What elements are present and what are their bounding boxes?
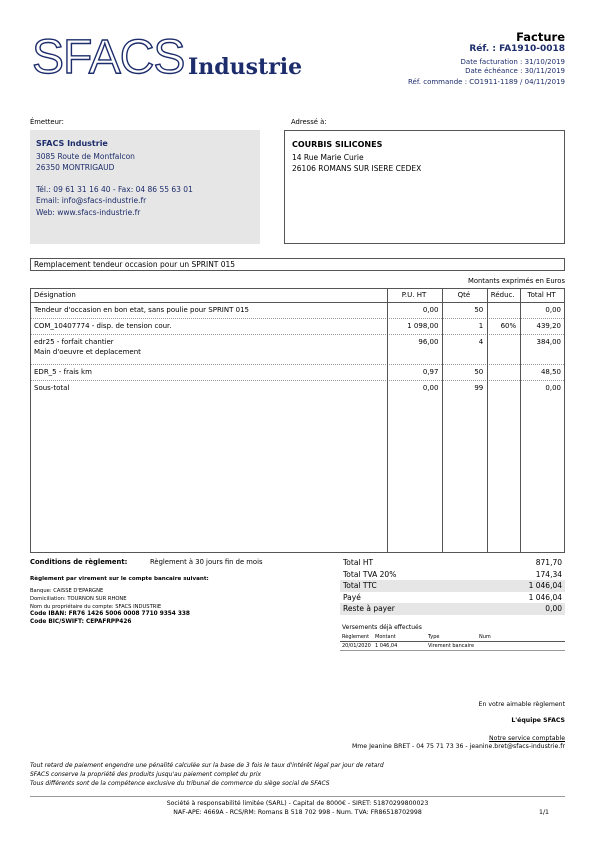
paid-row: [340, 592, 565, 604]
row-designation: [31, 303, 387, 318]
row-quantity: 4: [478, 338, 484, 346]
row-unit-price: 96,00: [418, 338, 439, 346]
row-designation: [31, 365, 387, 380]
document-type: Facture: [516, 30, 565, 44]
row-total: 48,50: [540, 368, 561, 376]
remaining-row: [340, 603, 565, 615]
paid-label: Payé: [343, 592, 361, 602]
logo-industrie: Industrie: [188, 54, 303, 80]
row-quantity: 99: [474, 384, 484, 392]
row-discount: [486, 335, 519, 364]
total-tva-row: [340, 569, 565, 581]
payments-header-date: Règlement: [342, 634, 370, 640]
payment-type: Virement bancaire: [428, 643, 475, 649]
row-quantity: 1: [478, 322, 484, 330]
footer-line1: Société à responsabilité limitée (SARL) - Capital de 8000€ - SIRET: 51870299800023: [166, 800, 429, 807]
account-owner: Nom du propriétaire du compte: SFACS INDUSTRIE: [30, 604, 162, 610]
total-ttc-label: Total TTC: [343, 581, 377, 591]
row-total: 439,20: [536, 322, 561, 330]
row-total: 384,00: [536, 338, 561, 346]
issuer-address-line2: 26350 MONTRIGAUD: [36, 163, 115, 172]
closing-line1: En votre aimable règlement: [478, 701, 565, 708]
table-row: [31, 365, 564, 381]
header-discount: Réduc.: [490, 291, 515, 299]
header-total: Total HT: [527, 291, 556, 299]
row-discount: [486, 303, 519, 318]
payment-terms-value: Règlement à 30 jours fin de mois: [150, 558, 263, 566]
issuer-email: Email: info@sfacs-industrie.fr: [36, 196, 147, 205]
payment-terms-label: Conditions de règlement:: [30, 558, 128, 566]
row-total: 0,00: [545, 384, 561, 392]
row-designation: [31, 381, 387, 397]
items-table-header: [31, 289, 564, 303]
table-row: [31, 303, 564, 319]
billing-date: Date facturation : 31/10/2019: [460, 58, 565, 66]
issuer-label: Émetteur:: [30, 118, 64, 126]
items-table-body: [31, 303, 564, 397]
legal-line3: Tous différents sont de la compétence exclusive du tribunal de commerce du siège social de SFACS: [30, 780, 330, 787]
order-ref: Réf. commande : CO1911-1189 / 04/11/2019: [407, 78, 565, 86]
row-quantity: 50: [474, 306, 484, 314]
due-date: Date échéance : 30/11/2019: [465, 67, 565, 75]
table-row: [31, 335, 564, 365]
closing-contact: Mme Jeanine BRET - 04 75 71 73 36 - jeanine.bret@sfacs-industrie.fr: [351, 743, 565, 750]
total-ht-label: Total HT: [343, 558, 374, 567]
row-description: COM_10407774 - disp. de tension cour.: [34, 322, 172, 330]
invoice-ref: Réf. : FA1910-0018: [469, 44, 565, 54]
payment-date: 20/01/2020: [342, 643, 371, 649]
table-row: [31, 319, 564, 335]
remaining-value: 0,00: [545, 604, 562, 614]
footer-line2: NAF-APE: 4669A - RCS/RM: Romans B 518 702 998 - Num. TVA: FR86518702998: [173, 809, 422, 816]
row-unit-price: 0,00: [422, 384, 439, 392]
row-description: EDR_5 - frais km: [34, 368, 92, 376]
recipient-address-line1: 14 Rue Marie Curie: [292, 153, 364, 162]
total-ttc-row: [340, 580, 565, 592]
payment-row: [340, 642, 565, 651]
row-unit-price: 1 098,00: [407, 322, 439, 330]
issuer-box: [30, 130, 260, 244]
currency-note: Montants exprimés en Euros: [467, 277, 565, 285]
bank-name: Banque: CAISSE D'EPARGNE: [30, 588, 104, 594]
closing-signature: L'équipe SFACS: [511, 717, 565, 724]
row-discount: [486, 381, 519, 397]
row-discount: 60%: [500, 322, 517, 330]
row-description: Sous-total: [34, 384, 70, 392]
closing-service: Notre service comptable: [489, 735, 565, 742]
total-ht-row: [340, 557, 565, 569]
payments-title: Versements déjà effectués: [342, 624, 422, 631]
recipient-name: COURBIS SILICONES: [292, 140, 383, 149]
payments-table: [340, 634, 565, 651]
row-designation: [31, 335, 387, 364]
company-logo: [30, 30, 320, 90]
payment-amount: 1 046,04: [375, 643, 398, 649]
table-row: [31, 381, 564, 397]
issuer-address-line1: 3085 Route de Montfalcon: [36, 152, 135, 161]
payments-header-num: Num: [479, 634, 491, 640]
paid-value: 1 046,04: [528, 592, 562, 602]
legal-line2: SFACS conserve la propriété des produits jusqu'au paiement complet du prix: [30, 771, 262, 778]
total-ttc-value: 1 046,04: [528, 581, 562, 591]
recipient-label: Adressé à:: [291, 118, 327, 126]
header-quantity: Qté: [457, 291, 471, 299]
row-description: Tendeur d'occasion en bon etat, sans poulie pour SPRINT 015: [34, 306, 249, 314]
invoice-subject: Remplacement tendeur occasion pour un SPRINT 015: [30, 258, 565, 271]
footer-divider: [30, 796, 565, 797]
issuer-phone: Tél.: 09 61 31 16 40 - Fax: 04 86 55 63 01: [36, 185, 193, 194]
row-quantity: 50: [474, 368, 484, 376]
header-unit-price: P.U. HT: [401, 291, 427, 299]
issuer-website: Web: www.sfacs-industrie.fr: [36, 208, 141, 217]
items-table: [30, 288, 565, 553]
remaining-label: Reste à payer: [343, 604, 395, 614]
legal-line1: Tout retard de paiement engendre une pénalité calculée sur la base de 3 fois le taux d'intérêt légal par jour de retard: [30, 762, 384, 769]
row-unit-price: 0,00: [422, 306, 439, 314]
payments-header-amount: Montant: [375, 634, 396, 640]
bank-bic: Code BIC/SWIFT: CEPAFRPP426: [30, 619, 132, 625]
bank-transfer-title: Règlement par virement sur le compte bancaire suivant:: [30, 576, 209, 582]
row-description: edr25 - forfait chantier: [34, 338, 114, 346]
totals-block: [340, 557, 565, 615]
recipient-address-line2: 26106 ROMANS SUR ISERE CEDEX: [292, 164, 422, 173]
row-discount: [486, 365, 519, 380]
logo-sfacs: SFACS: [32, 31, 185, 84]
row-unit-price: 0,97: [422, 368, 439, 376]
total-ht-value: 871,70: [535, 558, 562, 567]
bank-domiciliation: Domiciliation: TOURNON SUR RHONE: [30, 596, 127, 602]
total-tva-value: 174,34: [535, 569, 562, 579]
recipient-box: [284, 130, 565, 244]
row-description-detail: Main d'oeuvre et deplacement: [34, 348, 141, 356]
row-total: 0,00: [545, 306, 561, 314]
row-designation: [31, 319, 387, 334]
page-number: 1/1: [539, 809, 549, 816]
total-tva-label: Total TVA 20%: [343, 569, 397, 579]
payments-header: [340, 634, 565, 642]
header-designation: Désignation: [34, 291, 76, 299]
bank-iban: Code IBAN: FR76 1426 5006 0008 7710 9354 338: [30, 611, 190, 617]
payments-header-type: Type: [428, 634, 440, 640]
issuer-name: SFACS Industrie: [36, 139, 108, 148]
